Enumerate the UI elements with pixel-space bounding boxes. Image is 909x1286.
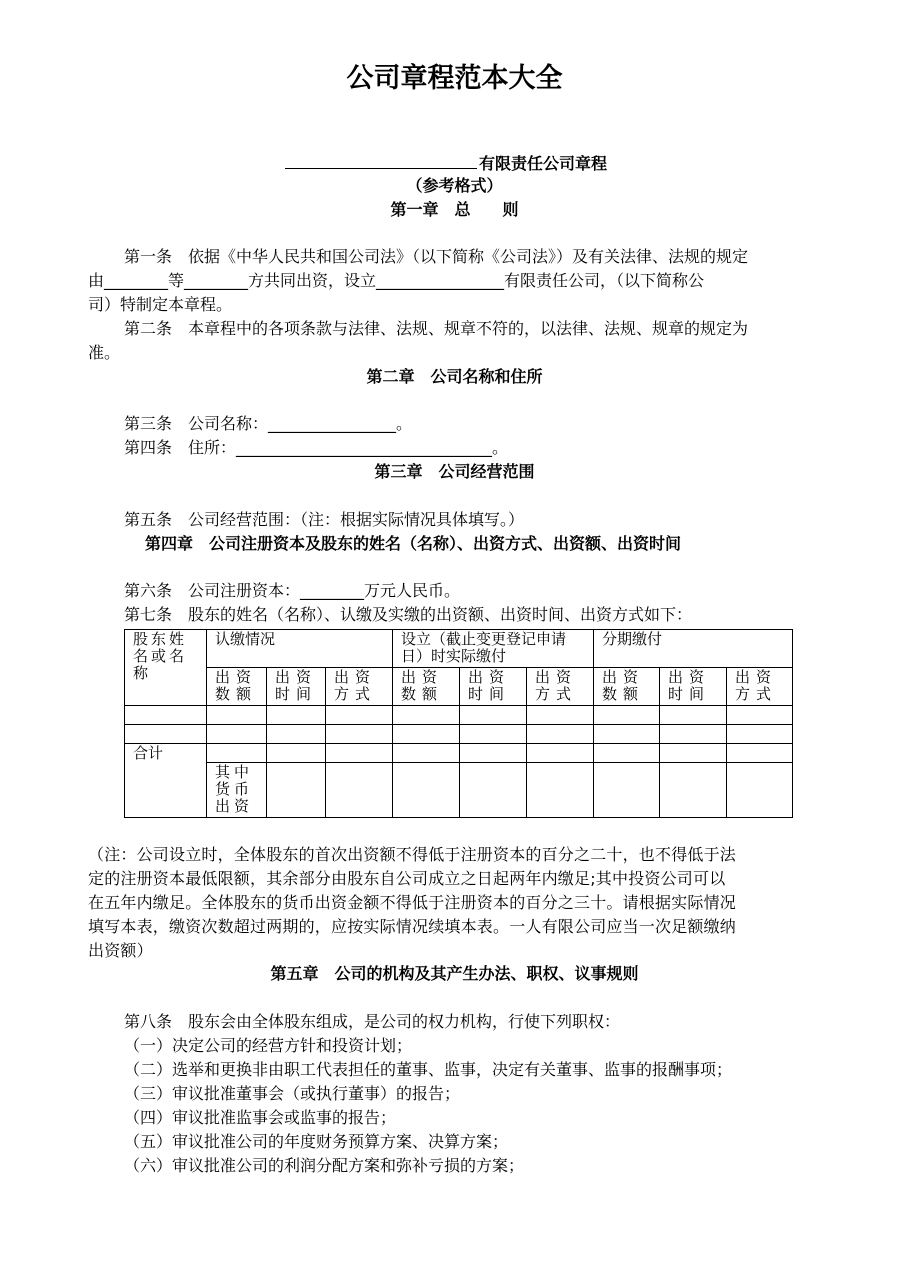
- article-8: 第八条 股东会由全体股东组成，是公司的权力机构，行使下列职权：: [124, 1012, 621, 1031]
- power-item-6: （六）审议批准公司的利润分配方案和弥补亏损的方案；: [124, 1156, 525, 1175]
- document-title: 公司章程范本大全: [346, 63, 563, 94]
- chapter-3-title: 第三章 公司经营范围: [374, 462, 535, 481]
- installment-time-header: 出资时间: [660, 668, 727, 706]
- article-1-line-3: 司）特制定本章程。: [88, 295, 233, 314]
- installment-method-header: 出资方式: [727, 668, 793, 706]
- article-2-line-2: 准。: [88, 343, 121, 362]
- power-item-3: （三）审议批准董事会（或执行董事）的报告；: [124, 1084, 461, 1103]
- note-line-1: （注：公司设立时，全体股东的首次出资额不得低于注册资本的百分之二十，也不得低于法: [88, 845, 737, 864]
- subscribed-time-header: 出资时间: [267, 668, 326, 706]
- article-7: 第七条 股东的姓名（名称）、认缴及实缴的出资额、出资时间、出资方式如下：: [124, 605, 693, 624]
- chapter-4-title: 第四章 公司注册资本及股东的姓名（名称）、出资方式、出资额、出资时间: [145, 534, 682, 553]
- note-line-3: 在五年内缴足。全体股东的货币出资金额不得低于注册资本的百分之三十。请根据实际情况: [88, 893, 737, 912]
- note-line-5: 出资额）: [88, 941, 153, 960]
- installment-amount-header: 出资数额: [594, 668, 660, 706]
- power-item-2: （二）选举和更换非由职工代表担任的董事、监事，决定有关董事、监事的报酬事项；: [124, 1060, 733, 1079]
- note-line-2: 定的注册资本最低限额，其余部分由股东自公司成立之日起两年内缴足;其中投资公司可以: [88, 869, 726, 888]
- shareholder-name-header: 股东姓名或名称: [125, 630, 207, 706]
- article-3: 第三条 公司名称：________________。: [124, 414, 413, 433]
- chapter-2-title: 第二章 公司名称和住所: [366, 367, 543, 386]
- paid-amount-header: 出资数额: [393, 668, 460, 706]
- charter-subtitle: [285, 150, 607, 175]
- subscribed-header: 认缴情况: [207, 630, 393, 668]
- installments-header: 分期缴付: [594, 630, 793, 668]
- paid-at-setup-header: 设立（截止变更登记申请日）时实际缴付: [393, 630, 594, 668]
- article-2-line-1: 第二条 本章程中的各项条款与法律、法规、规章不符的，以法律、法规、规章的规定为: [124, 319, 749, 338]
- charter-subtitle-text: 有限责任公司章程: [479, 154, 608, 173]
- subscribed-method-header: 出资方式: [326, 668, 393, 706]
- article-6: 第六条 公司注册资本：________万元人民币。: [124, 581, 461, 600]
- note-line-4: 填写本表，缴资次数超过两期的，应按实际情况续填本表。一人有限公司应当一次足额缴纳: [88, 917, 737, 936]
- capital-contribution-table: [124, 629, 793, 818]
- company-name-blank: [285, 150, 477, 169]
- power-item-1: （一）决定公司的经营方针和投资计划；: [124, 1036, 413, 1055]
- article-5: 第五条 公司经营范围：（注：根据实际情况具体填写。）: [124, 510, 525, 529]
- subscribed-amount-header: 出资数额: [207, 668, 267, 706]
- cash-contribution-label: 其中货币出资: [207, 763, 267, 818]
- power-item-4: （四）审议批准监事会或监事的报告；: [124, 1108, 397, 1127]
- table-row: [125, 725, 793, 744]
- chapter-1-title: 第一章 总 则: [390, 200, 519, 219]
- power-item-5: （五）审议批准公司的年度财务预算方案、决算方案；: [124, 1132, 509, 1151]
- total-label: 合计: [125, 744, 207, 818]
- paid-time-header: 出资时间: [460, 668, 527, 706]
- article-1-line-2: 由________等________方共同出资，设立________________有限责任公司，（以下简称公: [88, 271, 705, 290]
- chapter-5-title: 第五章 公司的机构及其产生办法、职权、议事规则: [270, 964, 639, 983]
- paid-method-header: 出资方式: [527, 668, 594, 706]
- format-note: （参考格式）: [406, 176, 503, 195]
- article-1-line-1: 第一条 依据《中华人民共和国公司法》（以下简称《公司法》）及有关法律、法规的规定: [124, 247, 749, 266]
- table-row: [125, 706, 793, 725]
- article-4: 第四条 住所：________________________________。: [124, 438, 509, 457]
